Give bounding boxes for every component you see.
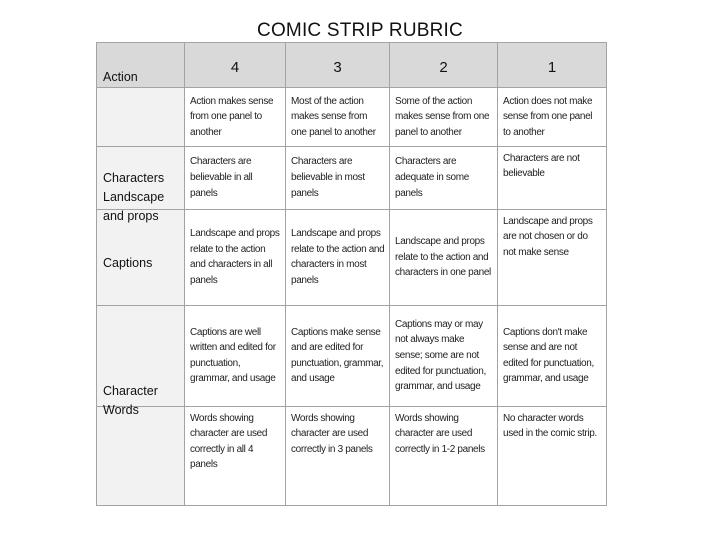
table-cell: Landscape and props are not chosen or do not make sense — [498, 209, 607, 305]
row-label-line: Captions — [103, 256, 153, 271]
row-label-line: Words — [103, 402, 139, 417]
rubric-table — [96, 42, 607, 506]
table-cell: Words showing character are used correctly in 1-2 panels — [390, 406, 498, 505]
table-cell: Characters are not believable — [498, 146, 607, 209]
table-cell: Captions are well written and edited for punctuation, grammar, and usage — [185, 306, 286, 406]
table-cell: Words showing character are used correctly in all 4 panels — [185, 406, 286, 505]
table-cell: Most of the action makes sense from one panel to another — [286, 88, 390, 147]
table-cell: Captions may or may not always make sense; some are not edited for punctuation, grammar, and usage — [390, 306, 498, 406]
row-label-line: and props — [103, 208, 159, 223]
table-row — [97, 406, 607, 505]
table-cell: Captions make sense and are edited for punctuation, grammar, and usage — [286, 306, 390, 406]
row-label-line: Action — [103, 70, 138, 84]
row-label-line: Characters — [103, 170, 165, 185]
row-label-line: Landscape — [103, 189, 165, 204]
page-title: COMIC STRIP RUBRIC — [257, 20, 463, 41]
table-cell: Words showing character are used correctly in 3 panels — [286, 406, 390, 505]
table-cell: Landscape and props relate to the action and characters in one panel — [390, 209, 498, 305]
table-cell: Landscape and props relate to the action and characters in all panels — [185, 209, 286, 305]
table-cell: Landscape and props relate to the action and characters in most panels — [286, 209, 390, 305]
header-score-2: 2 — [390, 43, 498, 88]
table-cell: Some of the action makes sense from one panel to another — [390, 88, 498, 147]
header-score-1: 1 — [498, 43, 607, 88]
row-label-action — [97, 70, 185, 147]
table-row — [97, 88, 607, 147]
table-cell: Captions don't make sense and are not edited for punctuation, grammar, and usage — [498, 306, 607, 406]
table-cell: Characters are believable in most panels — [286, 146, 390, 209]
header-score-4: 4 — [185, 43, 286, 88]
row-label-character-words — [97, 383, 185, 505]
table-cell: Characters are believable in all panels — [185, 146, 286, 209]
row-label-line: Character — [103, 383, 158, 398]
header-score-3: 3 — [286, 43, 390, 88]
table-cell: Characters are adequate in some panels — [390, 146, 498, 209]
table-cell: Action makes sense from one panel to another — [185, 88, 286, 147]
table-cell: Action does not make sense from one panel to another — [498, 88, 607, 147]
table-cell: No character words used in the comic strip. — [498, 406, 607, 505]
